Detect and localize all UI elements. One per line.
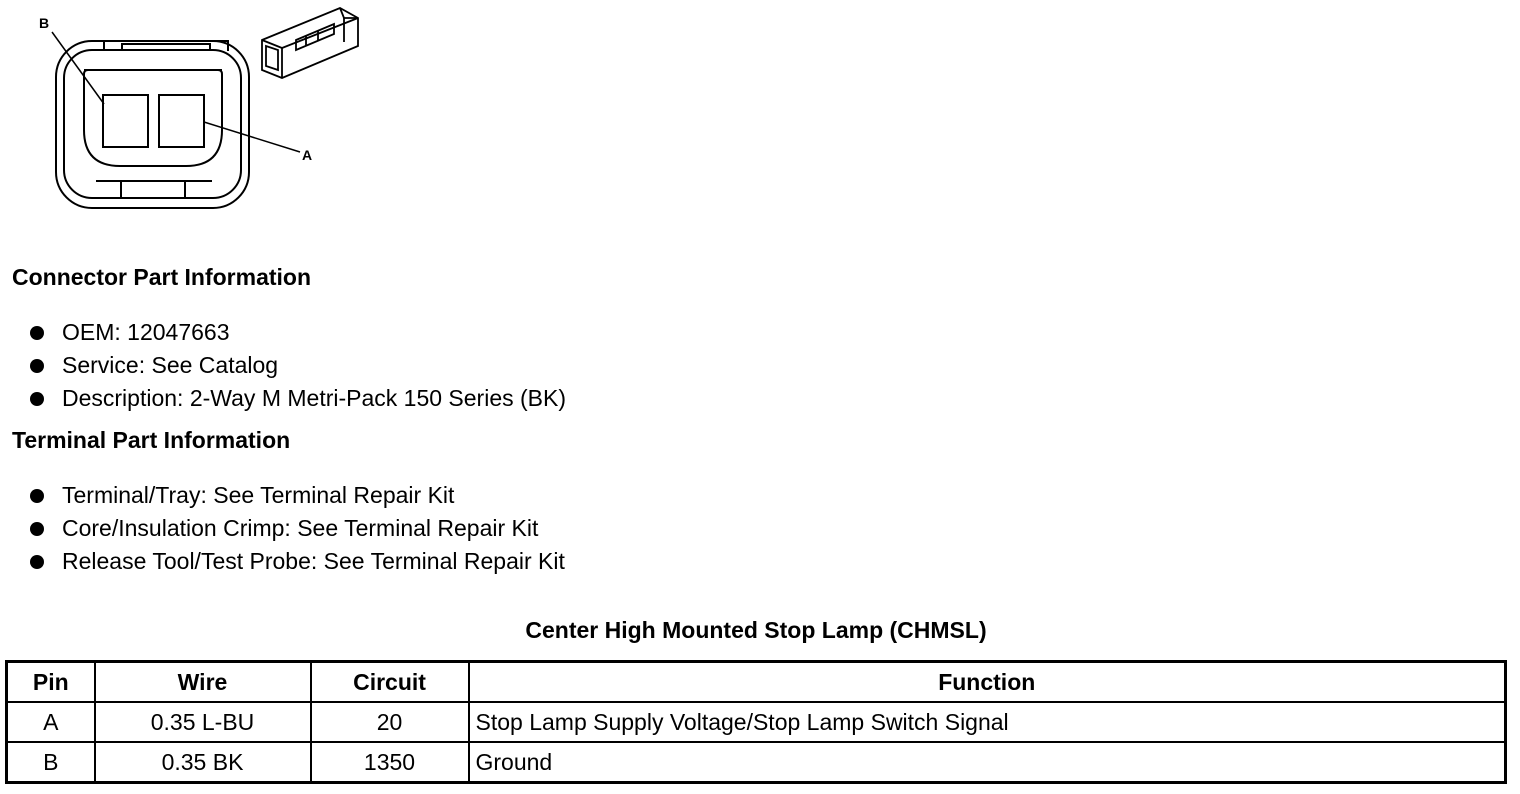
callout-b-label: B <box>39 15 50 31</box>
cell-wire: 0.35 BK <box>95 742 311 783</box>
list-item-text: Service: See Catalog <box>62 352 279 378</box>
pin-table <box>5 660 1507 784</box>
cell-pin: B <box>7 742 95 783</box>
column-header-wire: Wire <box>95 662 311 703</box>
list-item-text: Description: 2-Way M Metri-Pack 150 Series (BK) <box>62 385 567 411</box>
connector-housing-inner <box>64 50 241 198</box>
list-item-text: OEM: 12047663 <box>62 319 230 345</box>
column-header-pin: Pin <box>7 662 95 703</box>
list-item <box>28 547 565 580</box>
list-item-text: Release Tool/Test Probe: See Terminal Repair Kit <box>62 548 565 574</box>
connector-isometric-view <box>262 8 358 78</box>
list-item <box>28 384 566 417</box>
connector-part-info-heading: Connector Part Information <box>12 264 312 290</box>
column-header-circuit: Circuit <box>311 662 469 703</box>
bullet-icon <box>30 326 44 340</box>
table-row <box>7 742 1506 783</box>
bullet-icon <box>30 522 44 536</box>
terminal-part-info-heading: Terminal Part Information <box>12 427 291 453</box>
connector-bottom-key <box>121 181 185 198</box>
terminal-part-info-list <box>28 481 565 580</box>
callout-a-label: A <box>302 147 313 163</box>
cell-wire: 0.35 L-BU <box>95 702 311 742</box>
bullet-icon <box>30 489 44 503</box>
terminal-cavity-a <box>159 95 204 147</box>
cell-pin: A <box>7 702 95 742</box>
table-header-row <box>7 662 1506 703</box>
cell-circuit: 20 <box>311 702 469 742</box>
list-item-text: Terminal/Tray: See Terminal Repair Kit <box>62 482 455 508</box>
terminal-cavity-b <box>103 95 148 147</box>
list-item-text: Core/Insulation Crimp: See Terminal Repair Kit <box>62 515 539 541</box>
cell-function: Stop Lamp Supply Voltage/Stop Lamp Switch Signal <box>469 702 1506 742</box>
connector-diagram <box>0 0 380 220</box>
list-item <box>28 351 566 384</box>
bullet-icon <box>30 359 44 373</box>
connector-part-info-list <box>28 318 566 417</box>
cell-function: Ground <box>469 742 1506 783</box>
bullet-icon <box>30 392 44 406</box>
connector-cavity <box>84 70 222 166</box>
bullet-icon <box>30 555 44 569</box>
table-row <box>7 702 1506 742</box>
list-item <box>28 318 566 351</box>
list-item <box>28 481 565 514</box>
list-item <box>28 514 565 547</box>
table-title: Center High Mounted Stop Lamp (CHMSL) <box>525 617 987 643</box>
cell-circuit: 1350 <box>311 742 469 783</box>
column-header-function: Function <box>469 662 1506 703</box>
